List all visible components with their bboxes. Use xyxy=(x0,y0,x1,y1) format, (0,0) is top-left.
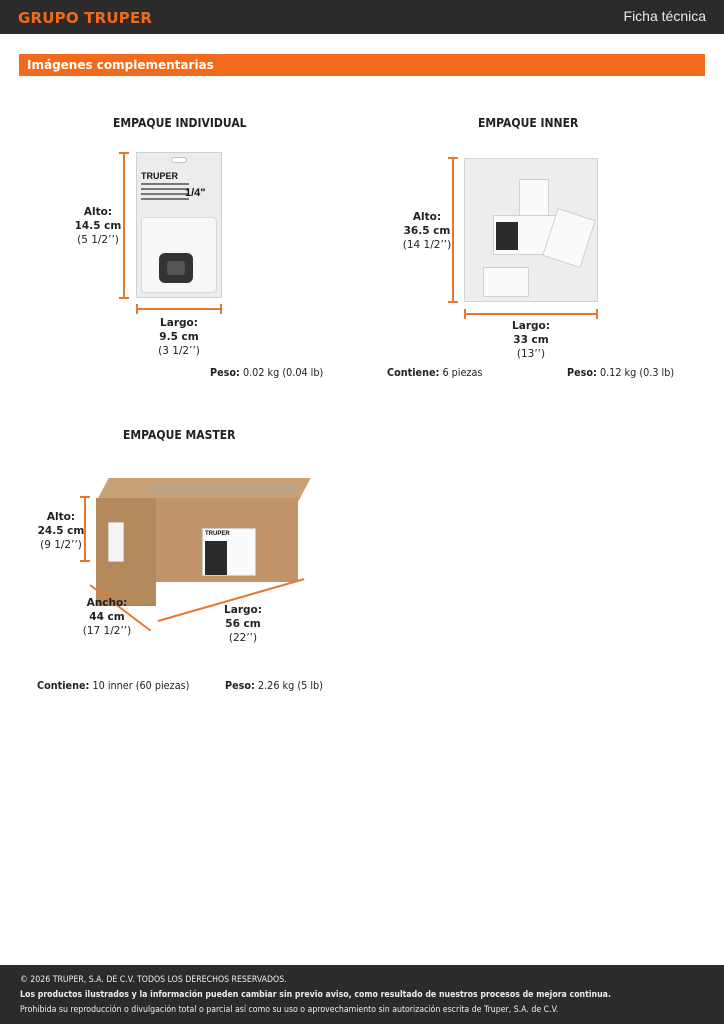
dimension-value: 56 cm xyxy=(225,618,261,630)
dimension-imperial: (9 1/2’’) xyxy=(40,539,82,551)
top-header-bar xyxy=(0,0,724,34)
inner-contents xyxy=(387,367,482,379)
master-contents xyxy=(37,680,189,692)
dimension-label: Largo: xyxy=(512,320,550,332)
weight-label: Peso: xyxy=(567,367,597,379)
pack-text-lines xyxy=(141,183,189,203)
dimension-label: Ancho: xyxy=(86,597,128,609)
contents-value: 10 inner (60 piezas) xyxy=(92,680,190,692)
section-title: Imágenes complementarias xyxy=(27,58,214,72)
individual-weight xyxy=(210,367,323,379)
inner-height-tick-bottom xyxy=(448,301,458,303)
dimension-value: 9.5 cm xyxy=(159,331,199,343)
inner-width-line xyxy=(464,313,598,315)
footer-prohibition: Prohibida su reproducción o divulgación total o parcial así como su uso o aprovechamiento sin autorización escrita de Truper, S.A. de C.V. xyxy=(20,1005,559,1015)
master-height-dimension xyxy=(36,510,86,552)
inner-height-dimension xyxy=(400,210,454,252)
dimension-value: 36.5 cm xyxy=(403,225,451,237)
document-type-label: Ficha técnica xyxy=(623,8,706,24)
inner-height-tick-top xyxy=(448,157,458,159)
pack-brand-label: TRUPER xyxy=(141,171,179,181)
dimension-label: Alto: xyxy=(46,511,76,523)
individual-width-dimension xyxy=(150,316,208,358)
box-tape xyxy=(150,486,298,494)
weight-label: Peso: xyxy=(225,680,255,692)
box-front-label xyxy=(108,522,124,562)
individual-width-line xyxy=(136,308,222,310)
dimension-label: Alto: xyxy=(412,211,442,223)
inner-pack-item xyxy=(483,267,529,297)
weight-label: Peso: xyxy=(210,367,240,379)
footer-copyright: © 2026 TRUPER, S.A. DE C.V. TODOS LOS DERECHOS RESERVADOS. xyxy=(20,975,287,985)
dimension-value: 24.5 cm xyxy=(37,525,85,537)
box-side-label xyxy=(202,528,256,576)
individual-height-tick-top xyxy=(119,152,129,154)
individual-package-image xyxy=(136,152,222,298)
dimension-value: 33 cm xyxy=(513,334,549,346)
dimension-imperial: (3 1/2’’) xyxy=(158,345,200,357)
inner-pack-item xyxy=(519,179,549,219)
individual-height-tick-bottom xyxy=(119,297,129,299)
box-label-photo xyxy=(205,541,227,575)
master-depth-dimension xyxy=(80,596,134,638)
dimension-imperial: (13’’) xyxy=(516,348,546,360)
dimension-label: Largo: xyxy=(224,604,262,616)
master-length-dimension xyxy=(216,603,270,645)
individual-width-tick-left xyxy=(136,304,138,314)
inner-package-image xyxy=(464,158,598,302)
contents-label: Contiene: xyxy=(387,367,440,379)
dimension-value: 44 cm xyxy=(89,611,125,623)
individual-package-title: EMPAQUE INDIVIDUAL xyxy=(113,116,247,130)
inner-width-tick-right xyxy=(596,309,598,319)
master-height-tick-top xyxy=(80,496,90,498)
weight-value: 2.26 kg (5 lb) xyxy=(257,680,323,692)
weight-value: 0.12 kg (0.3 lb) xyxy=(599,367,675,379)
contents-value: 6 piezas xyxy=(442,367,483,379)
master-height-tick-bottom xyxy=(80,560,90,562)
inner-package-title: EMPAQUE INNER xyxy=(478,116,579,130)
dimension-imperial: (22’’) xyxy=(228,632,258,644)
dimension-imperial: (5 1/2’’) xyxy=(77,234,119,246)
inner-width-tick-left xyxy=(464,309,466,319)
hang-hole xyxy=(171,157,187,163)
brand-logo: GRUPO TRUPER xyxy=(18,9,153,27)
pack-size-label: 1/4" xyxy=(185,187,206,199)
dimension-label: Alto: xyxy=(83,206,113,218)
individual-height-dimension xyxy=(72,205,124,247)
weight-value: 0.02 kg (0.04 lb) xyxy=(242,367,324,379)
dimension-label: Largo: xyxy=(160,317,198,329)
collet-nut-face xyxy=(167,261,185,275)
footer-bar xyxy=(0,965,724,1024)
individual-width-tick-right xyxy=(220,304,222,314)
section-header xyxy=(19,54,705,76)
master-package-title: EMPAQUE MASTER xyxy=(123,428,236,442)
box-front-face xyxy=(96,498,156,606)
dimension-imperial: (14 1/2’’) xyxy=(402,239,452,251)
inner-weight xyxy=(567,367,674,379)
dimension-value: 14.5 cm xyxy=(74,220,122,232)
box-label-brand: TRUPER xyxy=(205,531,230,537)
inner-width-dimension xyxy=(504,319,558,361)
contents-label: Contiene: xyxy=(37,680,90,692)
footer-notice: Los productos ilustrados y la información pueden cambiar sin previo aviso, como resultado de nuestros procesos de mejora continua. xyxy=(20,990,611,1000)
dimension-imperial: (17 1/2’’) xyxy=(82,625,132,637)
master-weight xyxy=(225,680,323,692)
